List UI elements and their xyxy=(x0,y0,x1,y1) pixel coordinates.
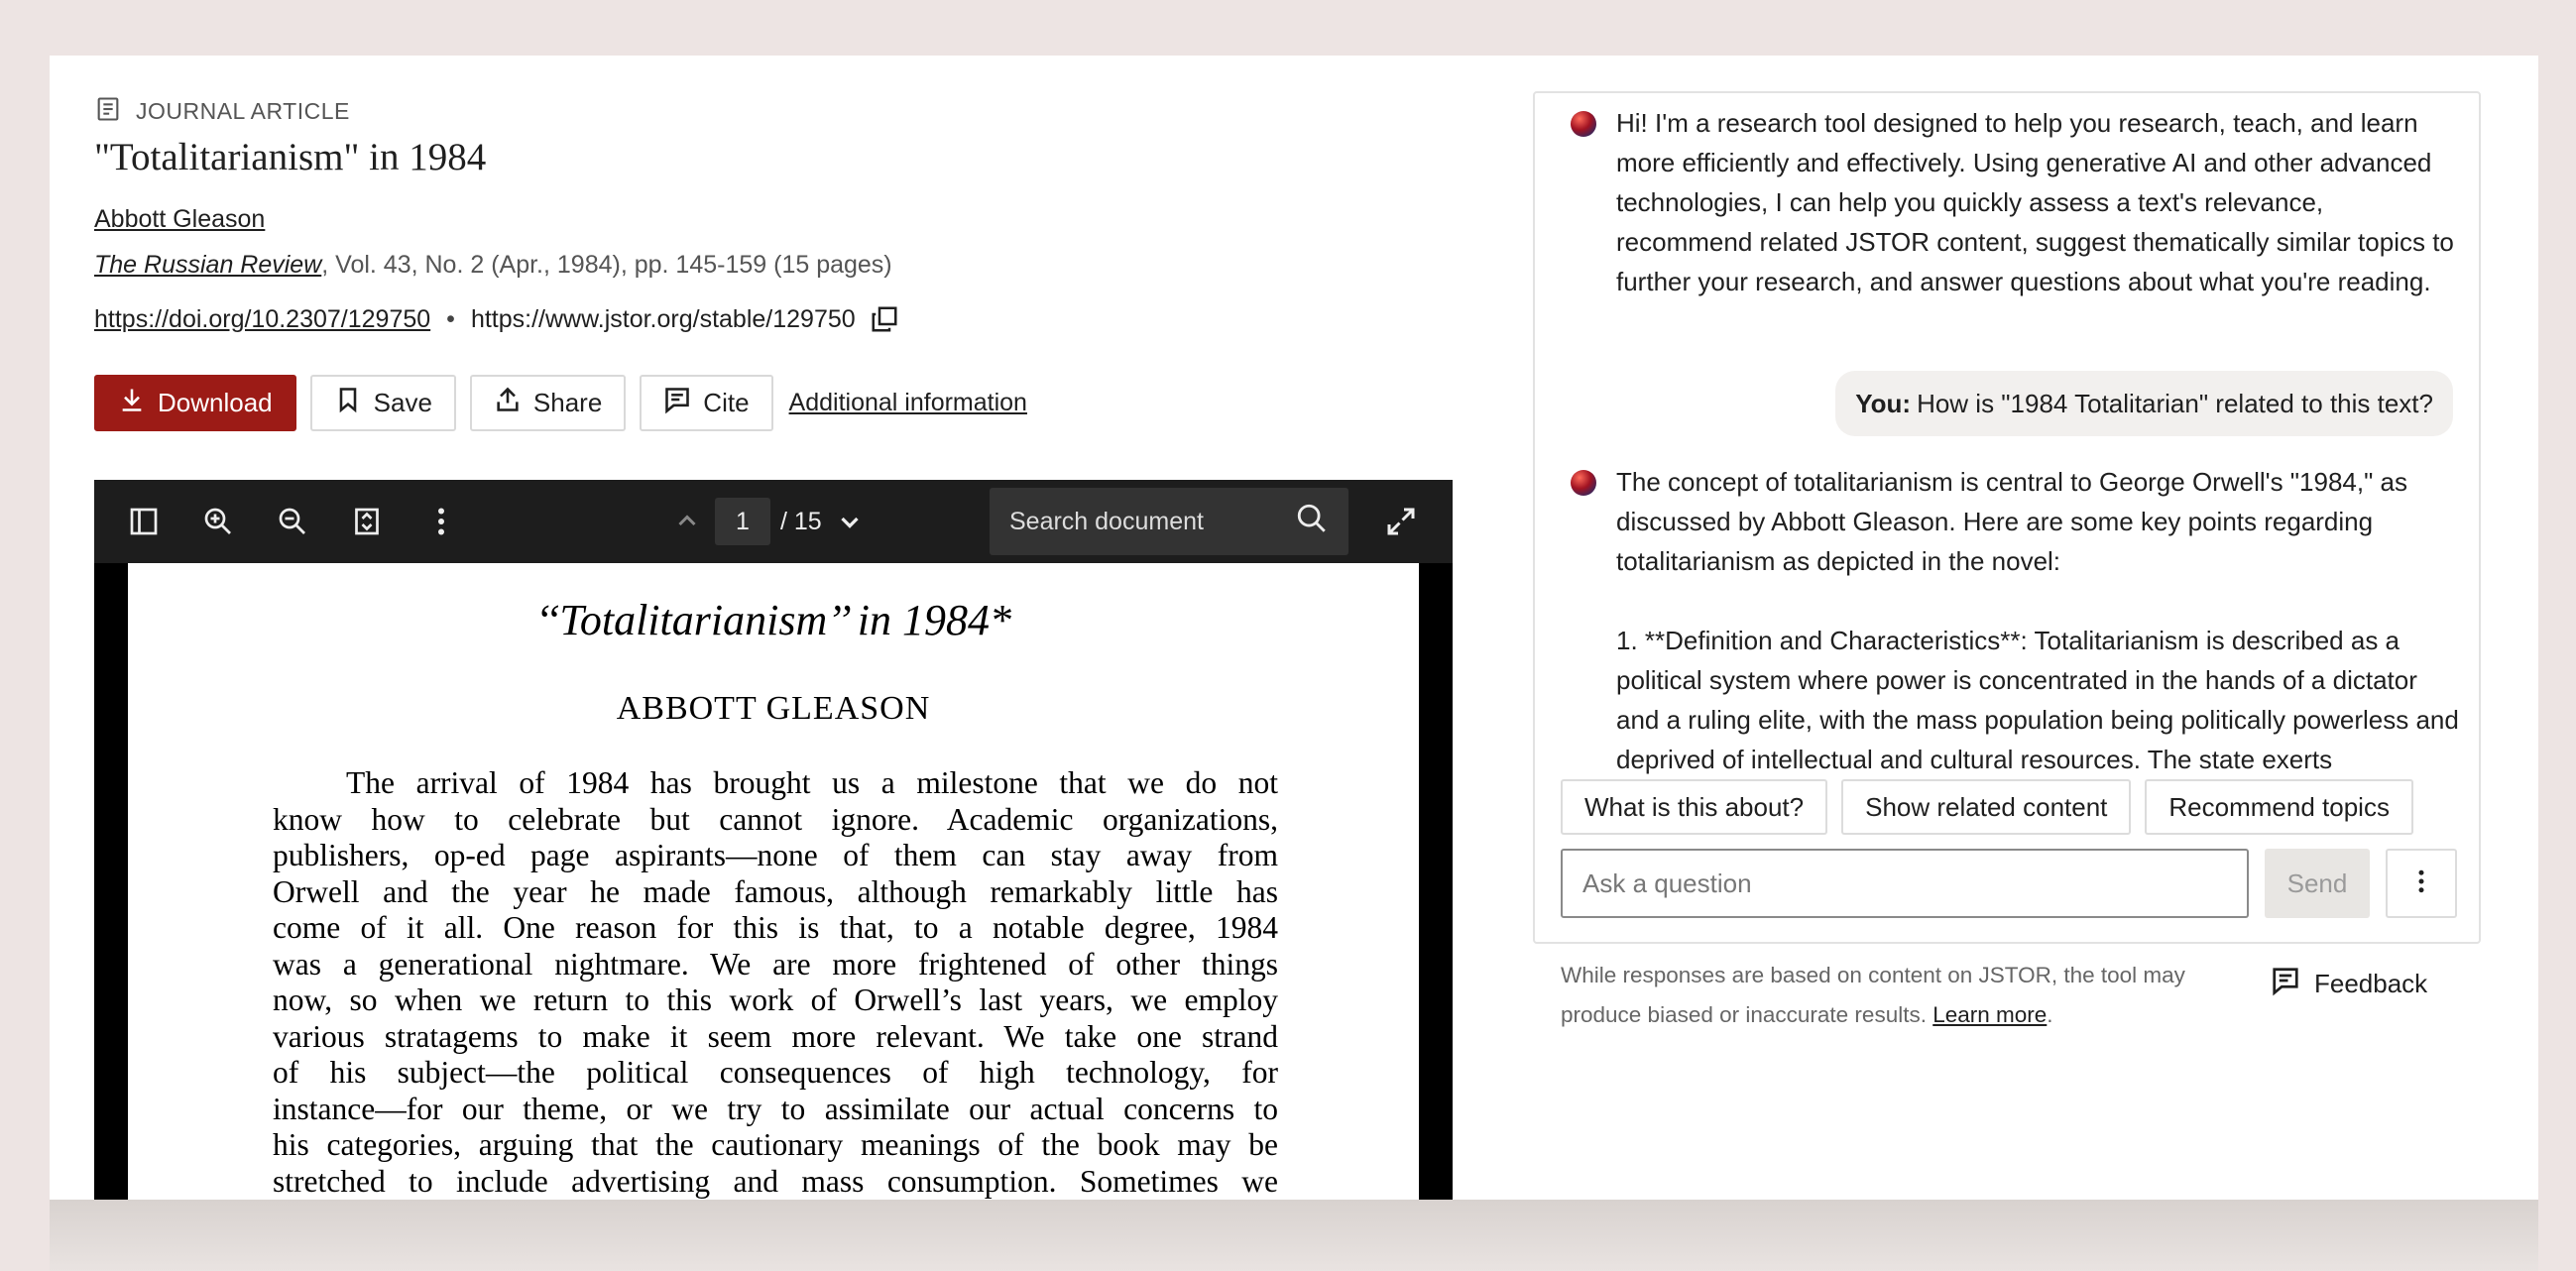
document-body xyxy=(273,765,1278,1200)
chevron-down-icon[interactable] xyxy=(832,504,868,539)
document-title: ‘‘Totalitarianism’’ in 1984* xyxy=(534,596,1011,644)
feedback-label: Feedback xyxy=(2314,969,2428,998)
download-icon xyxy=(118,386,146,420)
cite-button[interactable] xyxy=(640,375,772,431)
doi-link[interactable]: https://doi.org/10.2307/129750 xyxy=(94,304,431,333)
document-line: know how to celebrate but cannot ignore. Academic organizations, xyxy=(273,801,1278,837)
ai-disclaimer xyxy=(1561,956,2225,1035)
journal-link[interactable]: The Russian Review xyxy=(94,251,322,279)
feedback-button[interactable] xyxy=(2271,966,2427,1002)
page-navigator xyxy=(669,498,868,545)
more-vertical-icon[interactable] xyxy=(423,504,459,539)
document-line: various stratagems to make it seem more relevant. We take one strand xyxy=(273,1018,1278,1054)
chevron-up-icon[interactable] xyxy=(669,504,705,539)
answer-paragraph: 1. **Definition and Characteristics**: Totalitarianism is described as a political system where power is concentrated in the hands of a dictator and a ruling elite, with the mass population being politically powerless and deprived of intellectual and cultural resources. The state exerts xyxy=(1616,626,2459,774)
document-line: was a generational nightmare. We are more frightened of other things xyxy=(273,946,1278,982)
article-type xyxy=(94,95,350,128)
ask-placeholder: Ask a question xyxy=(1582,867,1752,898)
chip-what-is-this-about[interactable]: What is this about? xyxy=(1561,779,1827,835)
share-label: Share xyxy=(532,388,603,417)
document-line: his categories, arguing that the cautionary meanings of the book may be xyxy=(273,1127,1278,1162)
document-line: stretched to include advertising and mass consumption. Sometimes we xyxy=(273,1163,1278,1199)
total-pages: / 15 xyxy=(780,507,822,535)
document-line: Orwell and the year he made famous, although remarkably little has xyxy=(273,873,1278,909)
fullscreen-icon[interactable] xyxy=(1383,504,1419,539)
research-assistant-panel xyxy=(1533,91,2481,944)
zoom-in-icon[interactable] xyxy=(200,504,236,539)
answer-paragraph: The concept of totalitarianism is central to George Orwell's "1984," as discussed by Abbott Gleason. Here are some key points regarding totalitarianism as depicted in the novel: xyxy=(1616,467,2408,576)
disclaimer-period: . xyxy=(2047,1002,2053,1027)
citation-details: , Vol. 43, No. 2 (Apr., 1984), pp. 145-159 (15 pages) xyxy=(321,251,892,279)
suggestion-chips xyxy=(1561,779,2413,835)
assistant-answer xyxy=(1616,462,2459,779)
page-number-input[interactable]: 1 xyxy=(715,498,770,545)
chip-show-related-content[interactable]: Show related content xyxy=(1841,779,2131,835)
article-type-label: JOURNAL ARTICLE xyxy=(136,98,350,124)
document-line: publishers, op-ed page aspirants—none of them can stay away from xyxy=(273,838,1278,872)
document-line: of his subject—the political consequences of high technology, for xyxy=(273,1055,1278,1090)
disclaimer-text: While responses are based on content on JSTOR, the tool may produce biased or inaccurate results. xyxy=(1561,963,2185,1027)
user-message xyxy=(1835,371,2453,436)
user-question: How is "1984 Totalitarian" related to this text? xyxy=(1917,388,2433,418)
author-link[interactable]: Abbott Gleason xyxy=(94,205,266,233)
additional-information-link[interactable]: Additional information xyxy=(788,389,1027,416)
document-author: ABBOTT GLEASON xyxy=(616,690,931,727)
assistant-intro-message: Hi! I'm a research tool designed to help you research, teach, and learn more efficiently and effectively. Using generative AI and other advanced technologies, I can help you quickly assess a text's relevance, recommend related JSTOR content, suggest thematically similar topics to further your research, and answer questions about what you're reading. xyxy=(1616,108,2454,296)
link-separator: • xyxy=(446,304,455,333)
viewer-toolbar xyxy=(94,480,1453,563)
chip-recommend-topics[interactable]: Recommend topics xyxy=(2145,779,2413,835)
document-line: instance—for our theme, or we try to assimilate our actual concerns to xyxy=(273,1091,1278,1126)
fit-page-icon[interactable] xyxy=(349,504,385,539)
share-icon xyxy=(494,386,522,420)
article-title: "Totalitarianism" in 1984 xyxy=(94,136,487,178)
save-label: Save xyxy=(373,388,432,417)
download-label: Download xyxy=(158,388,273,417)
learn-more-link[interactable]: Learn more xyxy=(1932,1002,2048,1027)
send-button[interactable]: Send xyxy=(2265,849,2370,918)
main-card xyxy=(50,56,2538,1200)
search-document-input[interactable] xyxy=(990,488,1348,555)
copy-icon[interactable] xyxy=(870,304,899,334)
pdf-viewer xyxy=(94,480,1453,1200)
save-button[interactable] xyxy=(310,375,456,431)
page-bottom-shadow xyxy=(50,1200,2538,1271)
search-placeholder: Search document xyxy=(1009,507,1204,535)
assistant-avatar xyxy=(1571,111,1596,137)
cite-icon xyxy=(663,386,691,420)
document-line: now, so when we return to this work of Orwell’s last years, we employ xyxy=(273,982,1278,1017)
bookmark-icon xyxy=(334,386,362,420)
share-button[interactable] xyxy=(470,375,626,431)
pdf-page xyxy=(128,563,1419,1200)
chat-messages[interactable] xyxy=(1535,93,2479,774)
links-line xyxy=(94,304,899,334)
more-vertical-icon xyxy=(2406,867,2436,901)
sidebar-icon[interactable] xyxy=(126,504,162,539)
chat-more-button[interactable] xyxy=(2386,849,2457,918)
user-prefix: You: xyxy=(1855,388,1912,418)
document-line: The arrival of 1984 has brought us a milestone that we do not xyxy=(346,765,1278,800)
assistant-avatar xyxy=(1571,470,1596,496)
action-bar xyxy=(94,375,1027,431)
ask-question-input[interactable] xyxy=(1561,849,2249,918)
cite-label: Cite xyxy=(703,388,750,417)
citation-line xyxy=(94,251,892,280)
document-icon xyxy=(94,95,122,128)
stable-url: https://www.jstor.org/stable/129750 xyxy=(470,304,856,333)
download-button[interactable] xyxy=(94,375,296,431)
document-line: come of it all. One reason for this is that, to a notable degree, 1984 xyxy=(273,910,1278,945)
search-icon[interactable] xyxy=(1295,502,1329,542)
feedback-icon xyxy=(2271,966,2300,1002)
zoom-out-icon[interactable] xyxy=(275,504,310,539)
